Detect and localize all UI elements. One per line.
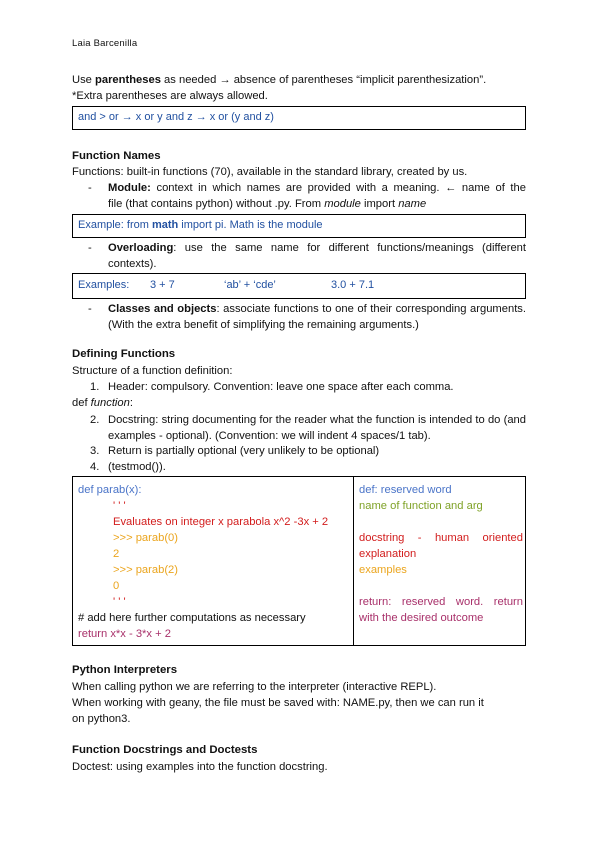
- text: :: [129, 397, 133, 409]
- heading-defining-functions: Defining Functions: [72, 348, 176, 360]
- bold-text: Overloading: [108, 242, 174, 254]
- math-example-box: [72, 214, 526, 238]
- bullet-dash: -: [88, 303, 92, 315]
- example-float-add: 3.0 + 7.1: [331, 279, 375, 291]
- table-divider: [353, 477, 354, 645]
- interpreter-line-1: When calling python we are referring to the interpreter (interactive REPL).: [72, 681, 437, 693]
- code-docstring-text: Evaluates on integer x parabola x^2 -3x + 2: [113, 516, 329, 528]
- italic-text: function: [90, 397, 130, 409]
- code-return-line: return x*x - 3*x + 2: [78, 628, 171, 640]
- code-docstring-open: ' ' ': [113, 500, 126, 512]
- item-text: Return is partially optional (very unlikely to be optional): [108, 445, 380, 457]
- item-text: Docstring: string documenting for the reader what the function is intended to do (and examples - optional). (Convention: we will indent 4 spaces/1 tab).: [108, 414, 526, 442]
- text: import: [360, 198, 399, 210]
- item-number: 1.: [90, 381, 100, 393]
- text: as needed → absence of parentheses “implicit parenthesization”.: [160, 74, 487, 86]
- heading-docstrings-doctests: Function Docstrings and Doctests: [72, 744, 258, 756]
- note-function-name: name of function and arg: [359, 500, 483, 512]
- bold-text: parentheses: [95, 74, 161, 86]
- bullet-overloading: [88, 240, 526, 272]
- text: : associate functions to one of their corresponding arguments. (With the extra benefit of simplifying the remaining arguments.): [108, 303, 526, 331]
- bold-text: Classes and objects: [108, 303, 217, 315]
- interpreter-line-2: When working with geany, the file must be saved with: NAME.py, then we can run it: [72, 697, 484, 709]
- example-int-add: 3 + 7: [150, 279, 175, 291]
- bullet-dash: -: [88, 242, 92, 254]
- author-name: Laia Barcenilla: [72, 38, 138, 49]
- text: Example: from: [78, 219, 152, 231]
- italic-text: name: [398, 198, 427, 210]
- note-examples: examples: [359, 564, 407, 576]
- bullet-classes-objects: [88, 301, 526, 333]
- precedence-box: [72, 106, 526, 130]
- def-function-line: [72, 395, 133, 411]
- text: import pi. Math is the module: [178, 219, 323, 231]
- code-def-line: def parab(x):: [78, 484, 142, 496]
- text: context in which names are provided with a meaning. ← name of the: [150, 182, 526, 194]
- bullet-text: [108, 301, 526, 333]
- list-item-header: [90, 379, 526, 395]
- text: file (that contains python) without .py. From: [108, 198, 325, 210]
- text: Use: [72, 74, 96, 86]
- bullet-text: [108, 180, 526, 212]
- item-text: (testmod()).: [108, 461, 166, 473]
- code-example-call-2: >>> parab(2): [113, 564, 178, 576]
- item-number: 2.: [90, 414, 100, 426]
- parentheses-line: [72, 72, 486, 88]
- bullet-module: [88, 180, 526, 212]
- item-text: Header: compulsory. Convention: leave one space after each comma.: [108, 381, 454, 393]
- code-example-result-1: 2: [113, 548, 120, 560]
- example-string-concat: ‘ab’ + ‘cde’: [224, 279, 276, 291]
- interpreter-line-3: on python3.: [72, 713, 131, 725]
- bold-text: math: [151, 219, 179, 231]
- precedence-text: and > or → x or y and z → x or (y and z): [78, 111, 274, 123]
- italic-text: module: [324, 198, 361, 210]
- text: : use the same name for different functions/meanings (different contexts).: [108, 242, 526, 270]
- heading-python-interpreters: Python Interpreters: [72, 664, 178, 676]
- bullet-dash: -: [88, 182, 92, 194]
- note-docstring: docstring - human oriented explanation: [359, 532, 523, 560]
- code-example-table: [72, 476, 526, 646]
- doctest-line: Doctest: using examples into the function docstring.: [72, 761, 328, 773]
- item-number: 4.: [90, 461, 100, 473]
- functions-line: Functions: built-in functions (70), available in the standard library, created by us.: [72, 166, 468, 178]
- extra-parentheses-note: *Extra parentheses are always allowed.: [72, 90, 268, 102]
- structure-line: Structure of a function definition:: [72, 365, 233, 377]
- heading-function-names: Function Names: [72, 150, 161, 162]
- overloading-examples-box: [72, 273, 526, 299]
- code-example-result-2: 0: [113, 580, 120, 592]
- list-item-docstring: [90, 412, 526, 444]
- examples-label: Examples:: [78, 279, 130, 291]
- note-def-reserved: def: reserved word: [359, 484, 452, 496]
- item-number: 3.: [90, 445, 100, 457]
- bullet-text: [108, 240, 526, 272]
- list-item-return: [90, 443, 526, 459]
- code-docstring-close: ' ' ': [113, 596, 126, 608]
- list-item-testmod: [90, 459, 526, 475]
- code-comment: # add here further computations as necessary: [78, 612, 306, 624]
- bold-text: Module:: [108, 182, 151, 194]
- text: def: [72, 397, 91, 409]
- code-example-call-1: >>> parab(0): [113, 532, 178, 544]
- math-example-text: [73, 215, 525, 234]
- overloading-examples: [73, 274, 525, 298]
- note-return: return: reserved word. return with the desired outcome: [359, 596, 523, 624]
